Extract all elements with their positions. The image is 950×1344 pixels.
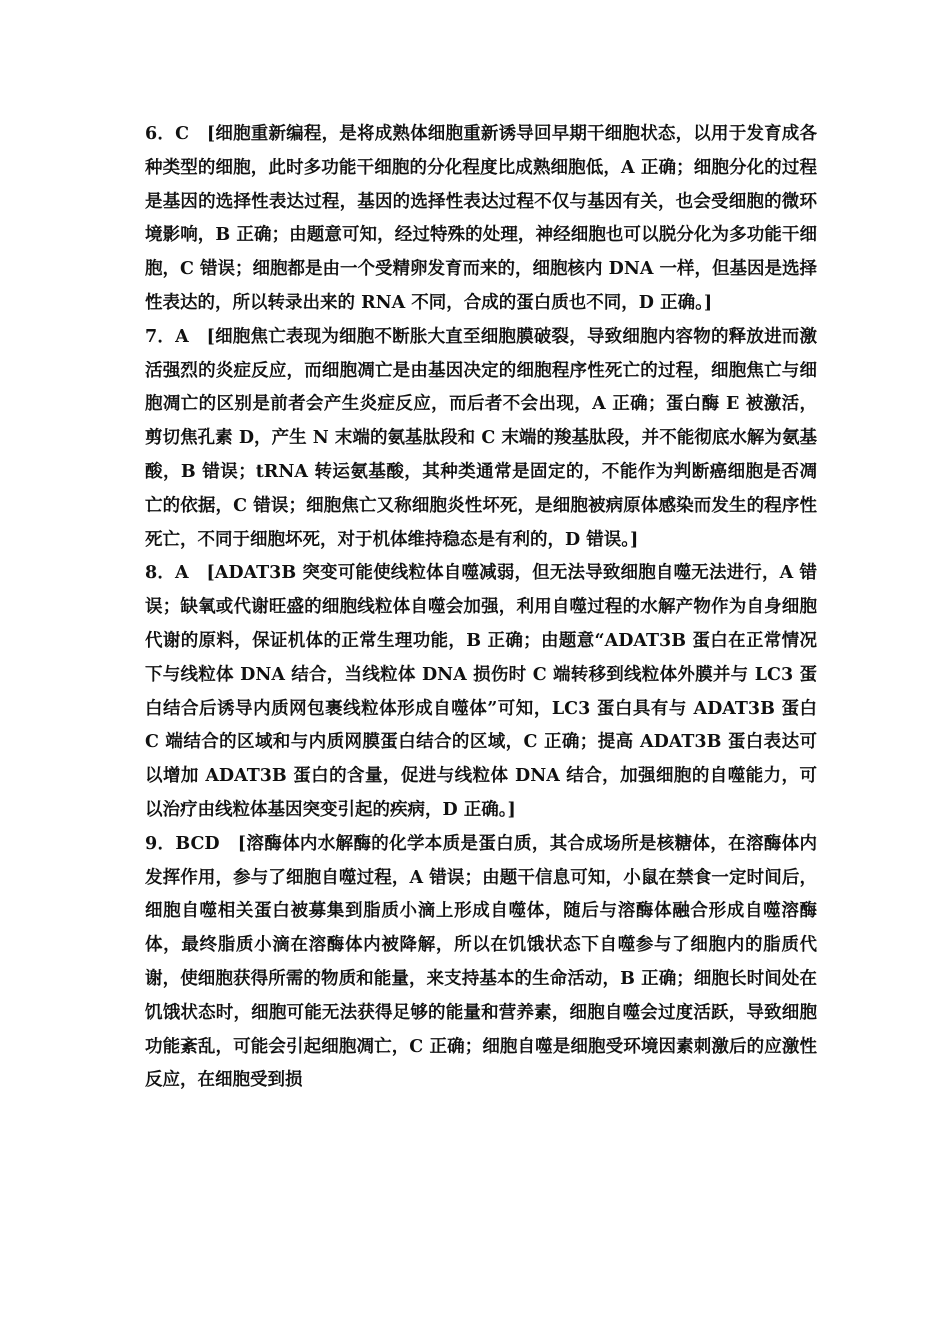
answer-explanations — [145, 118, 817, 1098]
answer-6-explanation: [细胞重新编程，是将成熟体细胞重新诱导回早期干细胞状态，以用于发育成各种类型的细胞，此时多功能干细胞的分化程度比成熟细胞低，A 正确；细胞分化的过程是基因的选择性表达过程，基因的选择性表达过程不仅与基因有关，也会受细胞的微环境影响，B 正确；由题意可知，经过特殊的处理，神经细胞也可以脱分化为多功能干细胞，C 错误；细胞都是由一个受精卵发育而来的，细胞核内 DNA 一样，但基因是选择性表达的，所以转录出来的 RNA 不同，合成的蛋白质也不同，D 正确。] — [145, 124, 817, 313]
answer-7-explanation: [细胞焦亡表现为细胞不断胀大直至细胞膜破裂，导致细胞内容物的释放进而激活强烈的炎症反应，而细胞凋亡是由基因决定的细胞程序性死亡的过程，细胞焦亡与细胞凋亡的区别是前者会产生炎症反应，而后者不会出现，A 正确；蛋白酶 E 被激活，剪切焦孔素 D，产生 N 末端的氨基肽段和 C 末端的羧基肽段，并不能彻底水解为氨基酸，B 错误；tRNA 转运氨基酸，其种类通常是固定的，不能作为判断癌细胞是否凋亡的依据，C 错误；细胞焦亡又称细胞炎性坏死，是细胞被病原体感染而发生的程序性死亡，不同于细胞坏死，对于机体维持稳态是有利的，D 错误。] — [145, 326, 817, 550]
answer-6 — [145, 118, 817, 321]
answer-8-choice: 8．A — [145, 563, 207, 584]
answer-8 — [145, 557, 817, 827]
answer-9-explanation: [溶酶体内水解酶的化学本质是蛋白质，其合成场所是核糖体，在溶酶体内发挥作用，参与了细胞自噬过程，A 错误；由题干信息可知，小鼠在禁食一定时间后，细胞自噬相关蛋白被募集到脂质小滴上形成自噬体，随后与溶酶体融合形成自噬溶酶体，最终脂质小滴在溶酶体内被降解，所以在饥饿状态下自噬参与了细胞内的脂质代谢，使细胞获得所需的物质和能量，来支持基本的生命活动，B 正确；细胞长时间处在饥饿状态时，细胞可能无法获得足够的能量和营养素，细胞自噬会过度活跃，导致细胞功能紊乱，可能会引起细胞凋亡，C 正确；细胞自噬是细胞受环境因素刺激后的应激性反应，在细胞受到损 — [145, 833, 817, 1091]
answer-6-choice: 6．C — [145, 124, 207, 144]
answer-9-choice: 9．BCD — [145, 833, 238, 854]
answer-9 — [145, 828, 817, 1098]
answer-7-choice: 7．A — [145, 326, 207, 347]
answer-7 — [145, 321, 817, 558]
answer-8-explanation: [ADAT3B 突变可能使线粒体自噬减弱，但无法导致细胞自噬无法进行，A 错误；缺氧或代谢旺盛的细胞线粒体自噬会加强，利用自噬过程的水解产物作为自身细胞代谢的原料，保证机体的正常生理功能，B 正确；由题意“ADAT3B 蛋白在正常情况下与线粒体 DNA 结合，当线粒体 DNA 损伤时 C 端转移到线粒体外膜并与 LC3 蛋白结合后诱导内质网包裹线粒体形成自噬体”可知，LC3 蛋白具有与 ADAT3B 蛋白 C 端结合的区域和与内质网膜蛋白结合的区域，C 正确；提高 ADAT3B 蛋白表达可以增加 ADAT3B 蛋白的含量，促进与线粒体 DNA 结合，加强细胞的自噬能力，可以治疗由线粒体基因突变引起的疾病，D 正确。] — [145, 563, 817, 820]
